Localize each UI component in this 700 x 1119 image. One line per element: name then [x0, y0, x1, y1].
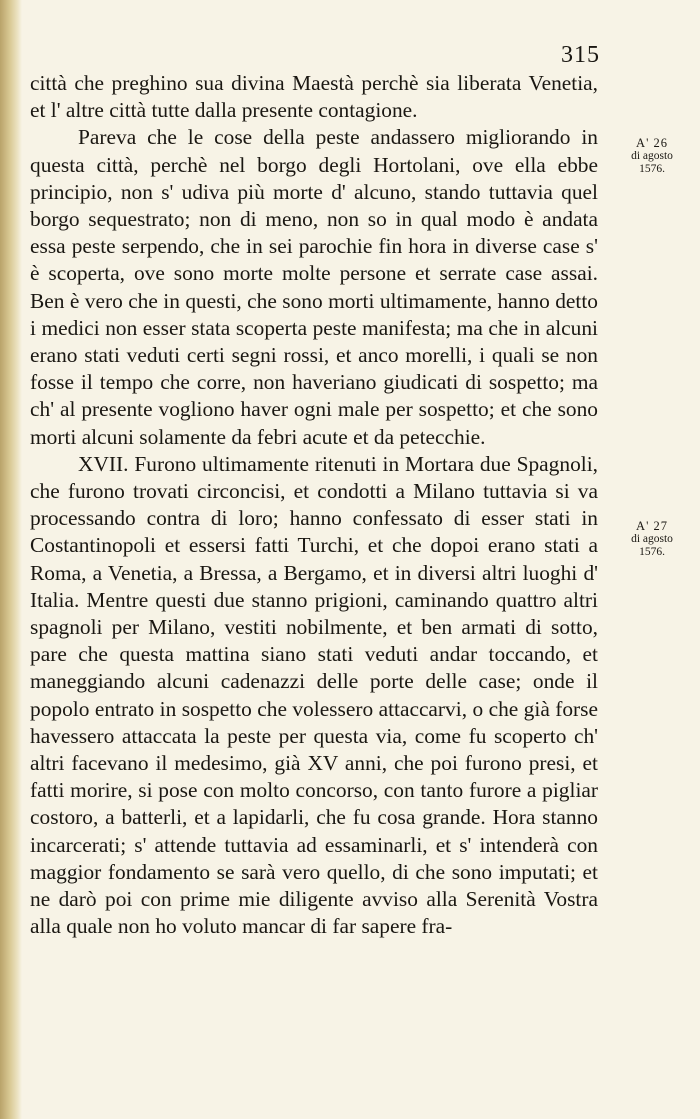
paragraph-1: città che preghino sua divina Maestà perchè sia liberata Venetia, et l' altre città tutte dalla presente contagione. [30, 71, 598, 123]
book-spine-shadow [0, 0, 22, 1119]
margin-note-2-line-3: 1576. [639, 546, 665, 558]
margin-note-1-line-3: 1576. [639, 163, 665, 175]
margin-note-1-line-2: di agosto [631, 150, 673, 162]
body-text [30, 70, 598, 941]
paragraph-3: XVII. Furono ultimamente ritenuti in Mortara due Spagnoli, che furono trovati circoncisi, et condotti a Milano tuttavia si va processando contra di loro; hanno confessato di esser stati in Costantinopoli et essersi fatti Turchi, et che dopoi erano stati a Roma, a Venetia, a Bressa, a Bergamo, et in diversi altri luoghi d' Italia. Mentre questi due stanno prigioni, caminando quattro altri spagnoli per Milano, vestiti nobilmente, et ben armati di sotto, pare che questa mattina siano stati veduti andar toccando, et maneggiando alcuni cadenazzi delle porte delle case; onde il popolo entrato in sospetto che volessero attaccarvi, o che già forse havessero attaccata la peste per questa via, come fu scoperto ch' altri facevano il medesimo, già XV anni, che poi furono presi, et fatti morire, si pose con molto concorso, con tanto furore a pigliar costoro, a batterli, et a lapidarli, che fu cosa grande. Hora stanno incarcerati; s' attende tuttavia ad essaminarli, et s' intenderà con maggior fondamento se sarà vero quello, di che sono imputati; et ne darò poi con prime mie diligente avviso alla Serenità Vostra alla quale non ho voluto mancar di far sapere fra- [30, 451, 598, 939]
margin-note-2 [612, 520, 692, 559]
margin-note-2-line-1: A' 27 [636, 519, 668, 533]
margin-note-1-line-1: A' 26 [636, 136, 668, 150]
margin-note-1 [612, 137, 692, 176]
margin-note-2-line-2: di agosto [631, 533, 673, 545]
page-number: 315 [561, 42, 600, 68]
paragraph-2: Pareva che le cose della peste andassero migliorando in questa città, perchè nel borgo degli Hortolani, ove ella ebbe principio, non s' udiva più morte d' alcuno, stando tuttavia quel borgo sequestrato; non di meno, non so in qual modo è andata essa peste serpendo, che in sei parochie fin hora in diverse case s' è scoperta, ove sono morte molte persone et serrate case assai. Ben è vero che in questi, che sono morti ultimamente, hanno detto i medici non esser stata scoperta peste manifesta; ma che in alcuni erano stati veduti certi segni rossi, et anco morelli, i quali se non fosse il tempo che corre, non haveriano giudicati di sospetto; ma ch' al presente vogliono haver ogni male per sospetto; et che sono morti alcuni solamente da febri acute et da petecchie. [30, 125, 598, 449]
